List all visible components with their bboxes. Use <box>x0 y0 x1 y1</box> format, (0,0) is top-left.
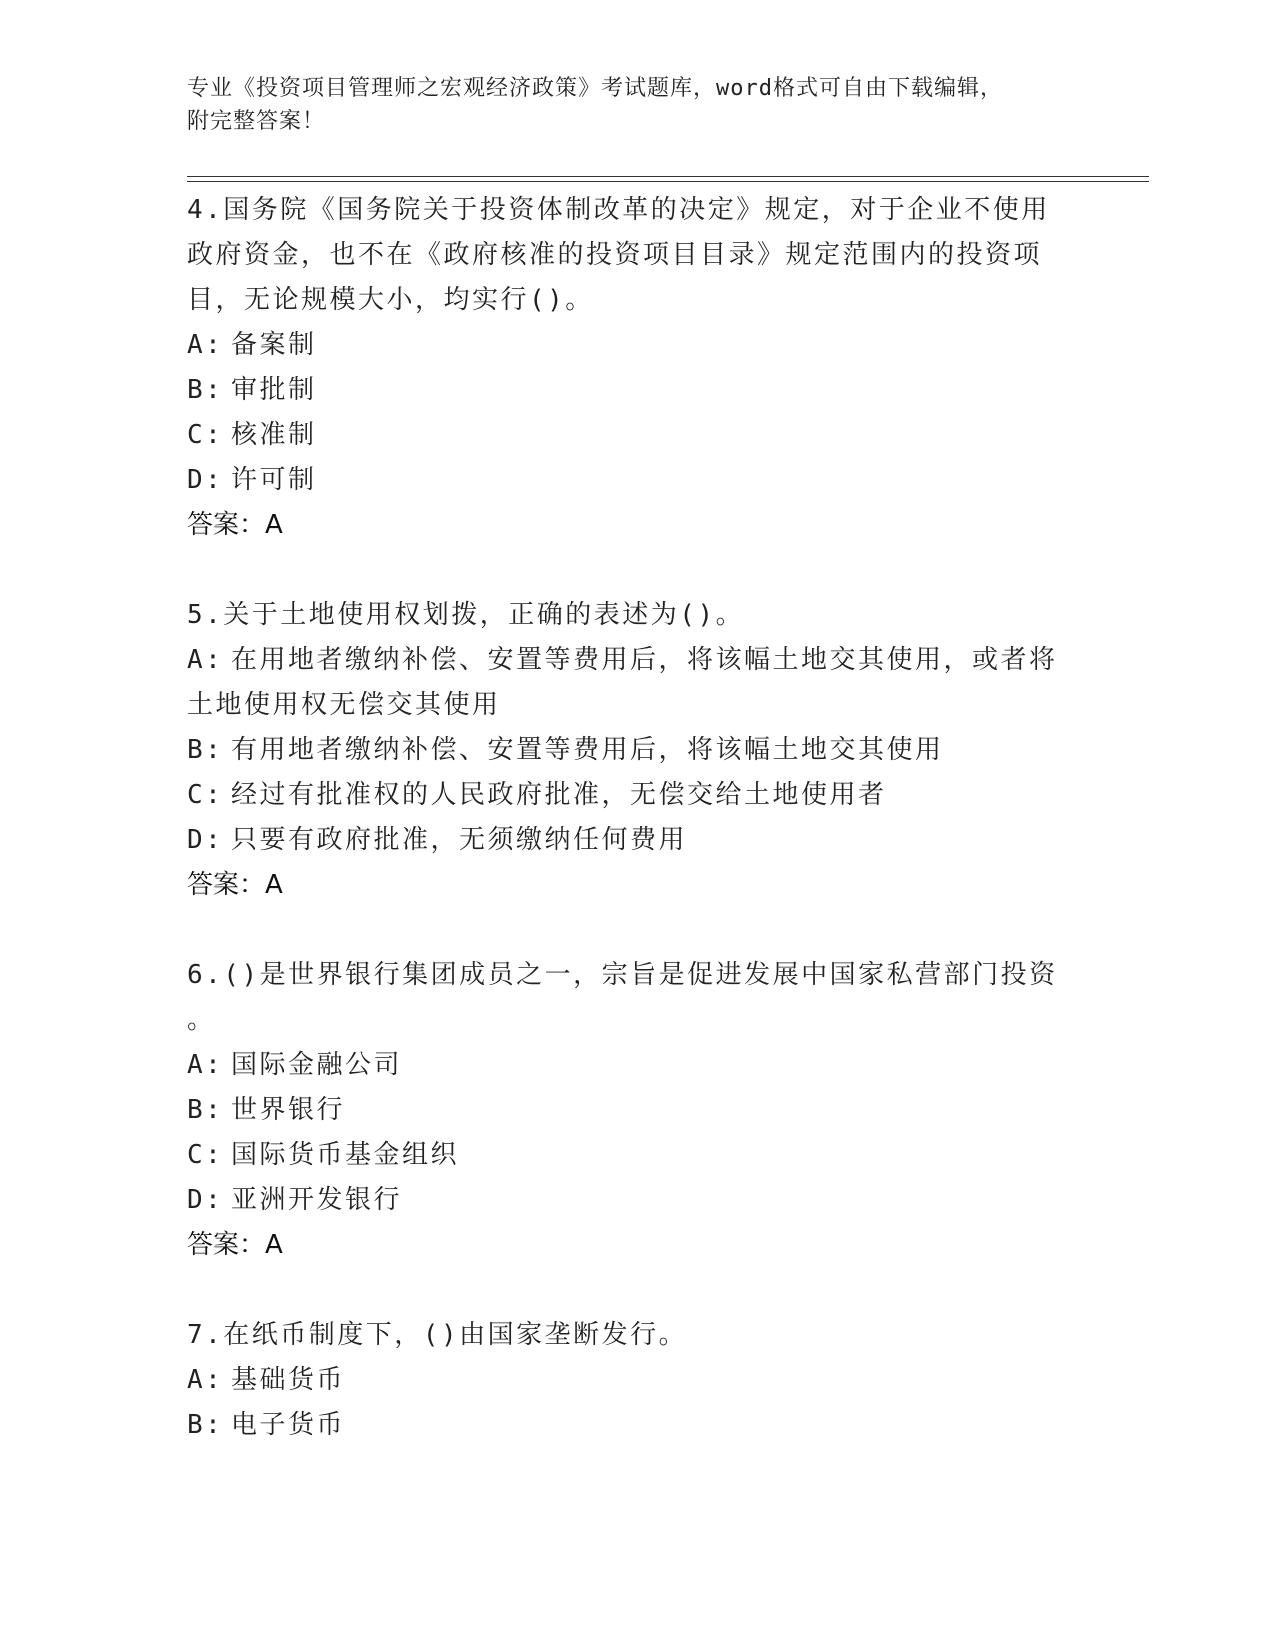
option-b <box>187 1088 1087 1133</box>
question-item <box>187 953 1087 1268</box>
option-key: A: <box>187 330 224 360</box>
answer-line: 答案：A <box>187 510 283 540</box>
option-text: 许可制 <box>231 465 317 495</box>
option-key: B: <box>187 375 224 405</box>
option-text: 只要有政府批准，无须缴纳任何费用 <box>231 825 688 855</box>
option-key: A: <box>187 645 224 675</box>
option-d <box>187 1178 1087 1223</box>
header-line-1: 专业《投资项目管理师之宏观经济政策》考试题库，word格式可自由下载编辑， <box>187 76 1003 101</box>
option-c <box>187 773 1087 818</box>
option-c <box>187 1133 1087 1178</box>
option-a <box>187 1358 1087 1403</box>
question-text: 政府资金，也不在《政府核准的投资项目目录》规定范围内的投资项 <box>187 240 1043 270</box>
answer-line: 答案：A <box>187 870 283 900</box>
option-text: 世界银行 <box>231 1095 346 1125</box>
question-item <box>187 1313 1087 1448</box>
option-text: 在用地者缴纳补偿、安置等费用后，将该幅土地交其使用，或者将 <box>231 645 1058 675</box>
option-b <box>187 368 1087 413</box>
option-key: A: <box>187 1365 224 1395</box>
answer-line: 答案：A <box>187 1230 283 1260</box>
question-list <box>187 188 1087 1448</box>
option-a <box>187 638 1087 683</box>
option-text: 经过有批准权的人民政府批准，无偿交给土地使用者 <box>231 780 887 810</box>
option-a <box>187 1043 1087 1088</box>
option-d <box>187 458 1087 503</box>
option-text: 亚洲开发银行 <box>231 1185 403 1215</box>
question-text: 5.关于土地使用权划拨，正确的表述为()。 <box>187 600 745 630</box>
option-key: C: <box>187 780 224 810</box>
option-text: 核准制 <box>231 420 317 450</box>
option-key: C: <box>187 420 224 450</box>
option-key: A: <box>187 1050 224 1080</box>
question-text: 6.()是世界银行集团成员之一，宗旨是促进发展中国家私营部门投资 <box>187 960 1058 990</box>
option-d <box>187 818 1087 863</box>
header-line-2: 附完整答案！ <box>187 109 326 134</box>
option-key: B: <box>187 1410 224 1440</box>
option-key: B: <box>187 735 224 765</box>
question-item <box>187 188 1087 548</box>
option-key: B: <box>187 1095 224 1125</box>
document-header <box>187 72 1067 138</box>
question-text: 。 <box>187 1005 216 1035</box>
option-key: C: <box>187 1140 224 1170</box>
question-text: 目，无论规模大小，均实行()。 <box>187 285 594 315</box>
header-divider <box>187 176 1149 182</box>
option-c <box>187 413 1087 458</box>
question-spacer <box>187 1268 1087 1313</box>
option-text: 电子货币 <box>231 1410 346 1440</box>
option-text: 国际货币基金组织 <box>231 1140 460 1170</box>
option-text: 备案制 <box>231 330 317 360</box>
question-spacer <box>187 548 1087 593</box>
option-b <box>187 728 1087 773</box>
question-text: 7.在纸币制度下，()由国家垄断发行。 <box>187 1320 688 1350</box>
question-text: 4.国务院《国务院关于投资体制改革的决定》规定，对于企业不使用 <box>187 195 1050 225</box>
option-key: D: <box>187 465 224 495</box>
option-key: D: <box>187 825 224 855</box>
option-text: 有用地者缴纳补偿、安置等费用后，将该幅土地交其使用 <box>231 735 944 765</box>
question-spacer <box>187 908 1087 953</box>
option-key: D: <box>187 1185 224 1215</box>
question-item <box>187 593 1087 908</box>
option-a-continuation: 土地使用权无偿交其使用 <box>187 690 501 720</box>
option-b <box>187 1403 1087 1448</box>
option-a <box>187 323 1087 368</box>
option-text: 基础货币 <box>231 1365 346 1395</box>
option-text: 审批制 <box>231 375 317 405</box>
option-text: 国际金融公司 <box>231 1050 403 1080</box>
